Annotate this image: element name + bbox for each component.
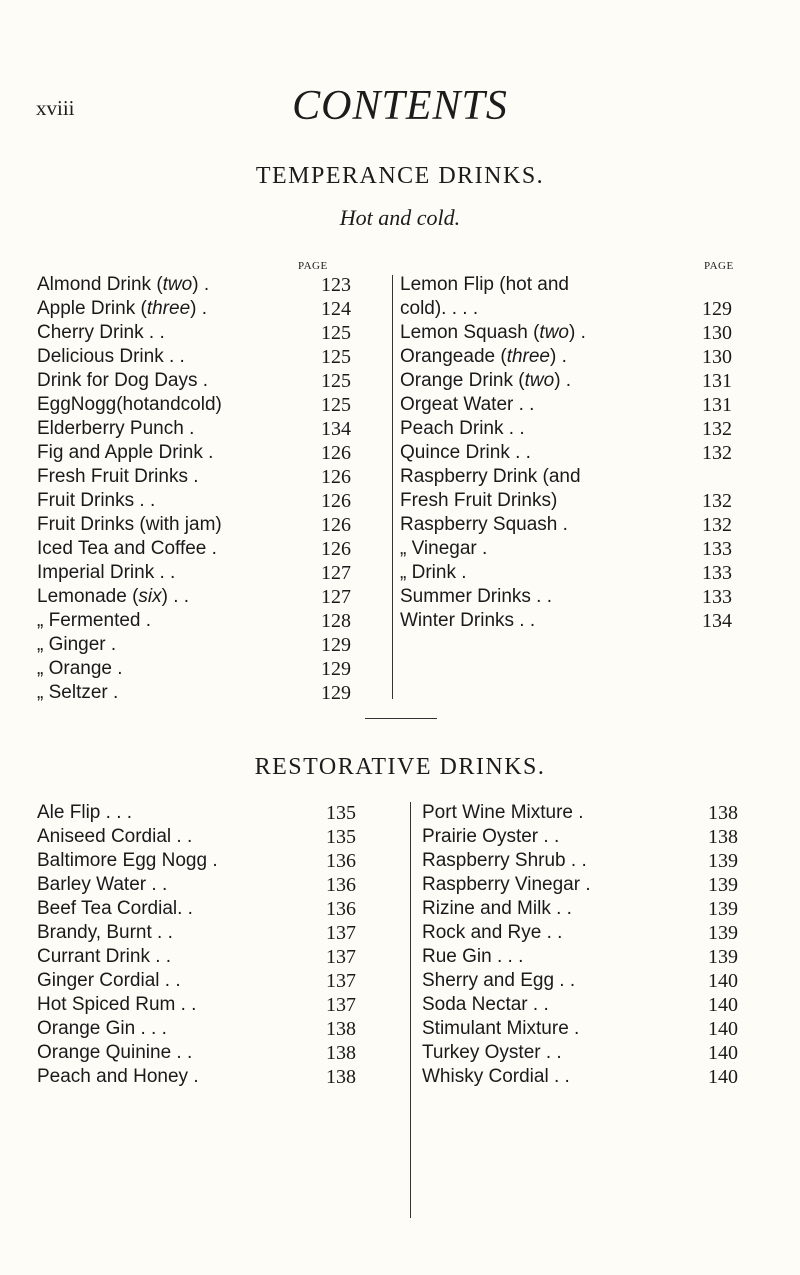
toc-entry — [400, 345, 730, 369]
toc-entry-title: Orangeade (three) . — [400, 346, 567, 367]
toc-entry-page: 139 — [708, 898, 738, 920]
toc-entry-page: 131 — [702, 394, 732, 416]
temperance-left-list — [37, 273, 391, 705]
toc-entry-title: Beef Tea Cordial. . — [37, 898, 193, 919]
toc-entry — [37, 273, 391, 297]
toc-entry-title: Fruit Drinks . . — [37, 490, 156, 511]
toc-entry — [400, 369, 730, 393]
toc-entry-page: 139 — [708, 874, 738, 896]
toc-entry-title: Aniseed Cordial . . — [37, 826, 193, 847]
toc-entry-page: 138 — [326, 1066, 356, 1088]
toc-entry-page: 128 — [321, 610, 351, 632]
toc-entry-page: 140 — [708, 994, 738, 1016]
toc-entry — [37, 633, 391, 657]
toc-entry-title: Orange Gin . . . — [37, 1018, 167, 1039]
toc-entry-page: 130 — [702, 322, 732, 344]
page-number: xviii — [36, 96, 75, 120]
toc-entry — [37, 873, 387, 897]
toc-entry-page: 136 — [326, 874, 356, 896]
toc-entry — [400, 273, 730, 297]
toc-entry-page: 132 — [702, 418, 732, 440]
toc-entry-page: 127 — [321, 586, 351, 608]
toc-entry-title: Delicious Drink . . — [37, 346, 185, 367]
toc-entry — [37, 969, 387, 993]
toc-entry-title: Lemon Squash (two) . — [400, 322, 586, 343]
toc-entry — [400, 441, 730, 465]
toc-entry-page: 137 — [326, 946, 356, 968]
toc-entry-page: 140 — [708, 970, 738, 992]
toc-entry-page: 136 — [326, 850, 356, 872]
toc-entry-page: 126 — [321, 514, 351, 536]
toc-entry-title: Sherry and Egg . . — [422, 970, 576, 991]
toc-entry — [37, 537, 391, 561]
toc-entry-title: Stimulant Mixture . — [422, 1018, 580, 1039]
toc-entry-title: Currant Drink . . — [37, 946, 172, 967]
toc-entry-title: Lemonade (six) . . — [37, 586, 190, 607]
toc-entry-page: 134 — [702, 610, 732, 632]
toc-entry-title: Barley Water . . — [37, 874, 168, 895]
toc-entry — [400, 465, 730, 489]
toc-entry-title: Winter Drinks . . — [400, 610, 536, 631]
toc-entry-title: Peach and Honey . — [37, 1066, 199, 1087]
toc-entry-title: Ale Flip . . . — [37, 802, 133, 823]
toc-entry — [400, 609, 730, 633]
toc-entry-title: „ Orange . — [37, 658, 123, 679]
toc-entry-page: 125 — [321, 394, 351, 416]
toc-entry-title: Port Wine Mixture . — [422, 802, 584, 823]
toc-entry-title: Fresh Fruit Drinks) — [400, 490, 558, 511]
toc-entry-title: Fresh Fruit Drinks . — [37, 466, 199, 487]
toc-entry-page: 134 — [321, 418, 351, 440]
toc-entry-page: 133 — [702, 562, 732, 584]
toc-entry-page: 133 — [702, 586, 732, 608]
toc-entry-title: Elderberry Punch . — [37, 418, 195, 439]
toc-entry — [37, 489, 391, 513]
toc-entry-title: Whisky Cordial . . — [422, 1066, 570, 1087]
toc-entry-page: 126 — [321, 466, 351, 488]
toc-entry — [37, 825, 387, 849]
section-subtitle-temperance: Hot and cold. — [339, 205, 461, 230]
toc-entry-page: 129 — [321, 682, 351, 704]
toc-entry-page: 126 — [321, 490, 351, 512]
toc-entry-title: „ Seltzer . — [37, 682, 119, 703]
toc-entry-page: 135 — [326, 826, 356, 848]
toc-entry — [400, 537, 730, 561]
toc-entry — [37, 345, 391, 369]
column-head-page-right: PAGE — [704, 260, 734, 272]
toc-entry — [422, 1065, 752, 1089]
toc-entry — [422, 993, 752, 1017]
toc-entry-title: Drink for Dog Days . — [37, 370, 209, 391]
toc-entry — [400, 561, 730, 585]
toc-entry-title: Lemon Flip (hot and — [400, 274, 569, 295]
toc-entry-page: 125 — [321, 322, 351, 344]
toc-entry-title: Rue Gin . . . — [422, 946, 524, 967]
toc-entry — [400, 417, 730, 441]
toc-entry-title: Iced Tea and Coffee . — [37, 538, 217, 559]
toc-entry-page: 138 — [326, 1018, 356, 1040]
toc-entry-page: 131 — [702, 370, 732, 392]
toc-entry-title: Imperial Drink . . — [37, 562, 176, 583]
toc-entry — [37, 1017, 387, 1041]
toc-entry-page: 126 — [321, 538, 351, 560]
toc-entry — [400, 393, 730, 417]
toc-entry — [37, 513, 391, 537]
toc-entry-page: 138 — [326, 1042, 356, 1064]
toc-entry-page: 140 — [708, 1066, 738, 1088]
toc-entry-title: cold). . . . — [400, 298, 479, 319]
toc-entry-page: 124 — [321, 298, 351, 320]
toc-entry — [37, 801, 387, 825]
toc-entry — [37, 465, 391, 489]
toc-entry-title: Prairie Oyster . . — [422, 826, 560, 847]
toc-entry-page: 126 — [321, 442, 351, 464]
toc-entry — [422, 849, 752, 873]
toc-entry-page: 132 — [702, 490, 732, 512]
toc-entry — [37, 393, 391, 417]
toc-entry — [400, 321, 730, 345]
toc-entry — [37, 849, 387, 873]
toc-entry-page: 139 — [708, 946, 738, 968]
toc-entry-title: Turkey Oyster . . — [422, 1042, 562, 1063]
toc-entry — [37, 945, 387, 969]
toc-entry-page: 139 — [708, 922, 738, 944]
toc-entry — [37, 993, 387, 1017]
toc-entry-page: 137 — [326, 970, 356, 992]
toc-entry — [37, 561, 391, 585]
toc-entry-title: Rock and Rye . . — [422, 922, 563, 943]
toc-entry-page: 137 — [326, 994, 356, 1016]
toc-entry-title: EggNogg(hotandcold) — [37, 394, 222, 415]
toc-entry-page: 127 — [321, 562, 351, 584]
toc-entry-page: 138 — [708, 826, 738, 848]
toc-entry-title: „ Fermented . — [37, 610, 152, 631]
toc-entry — [422, 1041, 752, 1065]
toc-entry-page: 123 — [321, 274, 351, 296]
toc-entry — [37, 1041, 387, 1065]
toc-entry-page: 132 — [702, 442, 732, 464]
toc-entry-title: „ Ginger . — [37, 634, 117, 655]
toc-entry — [37, 681, 391, 705]
toc-entry-title: Summer Drinks . . — [400, 586, 553, 607]
toc-entry — [422, 1017, 752, 1041]
toc-entry — [422, 945, 752, 969]
toc-entry — [422, 921, 752, 945]
toc-entry — [37, 1065, 387, 1089]
toc-entry-title: Quince Drink . . — [400, 442, 531, 463]
toc-entry-page: 125 — [321, 370, 351, 392]
toc-entry-page: 140 — [708, 1042, 738, 1064]
section-title-temperance: TEMPERANCE DRINKS. — [255, 163, 545, 189]
toc-entry — [400, 585, 730, 609]
toc-entry-title: Almond Drink (two) . — [37, 274, 210, 295]
toc-entry-page: 140 — [708, 1018, 738, 1040]
toc-entry — [37, 585, 391, 609]
section-divider-rule — [365, 718, 437, 719]
temperance-right-list — [400, 273, 730, 633]
restorative-right-list — [422, 801, 752, 1089]
toc-entry-page: 138 — [708, 802, 738, 824]
toc-entry — [422, 873, 752, 897]
toc-entry-title: Orange Drink (two) . — [400, 370, 572, 391]
toc-entry — [37, 657, 391, 681]
toc-entry-title: Orange Quinine . . — [37, 1042, 193, 1063]
toc-entry-page: 130 — [702, 346, 732, 368]
column-head-page-left: PAGE — [298, 260, 328, 272]
toc-entry — [37, 369, 391, 393]
toc-entry-title: Soda Nectar . . — [422, 994, 549, 1015]
toc-entry-title: Fruit Drinks (with jam) — [37, 514, 222, 535]
toc-entry-title: Ginger Cordial . . — [37, 970, 181, 991]
toc-entry — [400, 513, 730, 537]
toc-entry-page: 136 — [326, 898, 356, 920]
toc-entry — [37, 321, 391, 345]
column-divider-rule — [410, 802, 411, 1218]
toc-entry-page: 133 — [702, 538, 732, 560]
toc-entry-page: 139 — [708, 850, 738, 872]
toc-entry-title: Orgeat Water . . — [400, 394, 535, 415]
restorative-left-list — [37, 801, 387, 1089]
running-title: CONTENTS — [292, 83, 508, 129]
toc-entry-title: Brandy, Burnt . . — [37, 922, 173, 943]
toc-entry — [400, 297, 730, 321]
toc-entry-title: Raspberry Squash . — [400, 514, 568, 535]
toc-entry — [422, 825, 752, 849]
toc-entry-page: 129 — [321, 658, 351, 680]
toc-entry-title: Peach Drink . . — [400, 418, 525, 439]
toc-entry-page: 132 — [702, 514, 732, 536]
toc-entry-page: 137 — [326, 922, 356, 944]
toc-entry — [422, 897, 752, 921]
toc-entry-title: Rizine and Milk . . — [422, 898, 572, 919]
toc-entry-title: Fig and Apple Drink . — [37, 442, 214, 463]
toc-entry — [37, 441, 391, 465]
toc-entry-title: Raspberry Vinegar . — [422, 874, 591, 895]
toc-entry-page: 129 — [702, 298, 732, 320]
toc-entry-title: Cherry Drink . . — [37, 322, 165, 343]
toc-entry-page: 135 — [326, 802, 356, 824]
toc-entry-title: Raspberry Drink (and — [400, 466, 581, 487]
toc-entry — [37, 417, 391, 441]
toc-entry-title: Raspberry Shrub . . — [422, 850, 587, 871]
toc-entry-title: Baltimore Egg Nogg . — [37, 850, 218, 871]
toc-entry-title: Hot Spiced Rum . . — [37, 994, 197, 1015]
toc-entry — [400, 489, 730, 513]
toc-entry-title: Apple Drink (three) . — [37, 298, 208, 319]
toc-entry — [37, 921, 387, 945]
toc-entry — [37, 297, 391, 321]
toc-entry-title: „ Drink . — [400, 562, 467, 583]
toc-entry — [422, 801, 752, 825]
section-title-restorative: RESTORATIVE DRINKS. — [254, 754, 546, 780]
toc-entry-page: 125 — [321, 346, 351, 368]
toc-entry-page: 129 — [321, 634, 351, 656]
toc-entry — [37, 897, 387, 921]
toc-entry — [37, 609, 391, 633]
toc-entry-title: „ Vinegar . — [400, 538, 488, 559]
column-divider-rule — [392, 275, 393, 699]
toc-entry — [422, 969, 752, 993]
